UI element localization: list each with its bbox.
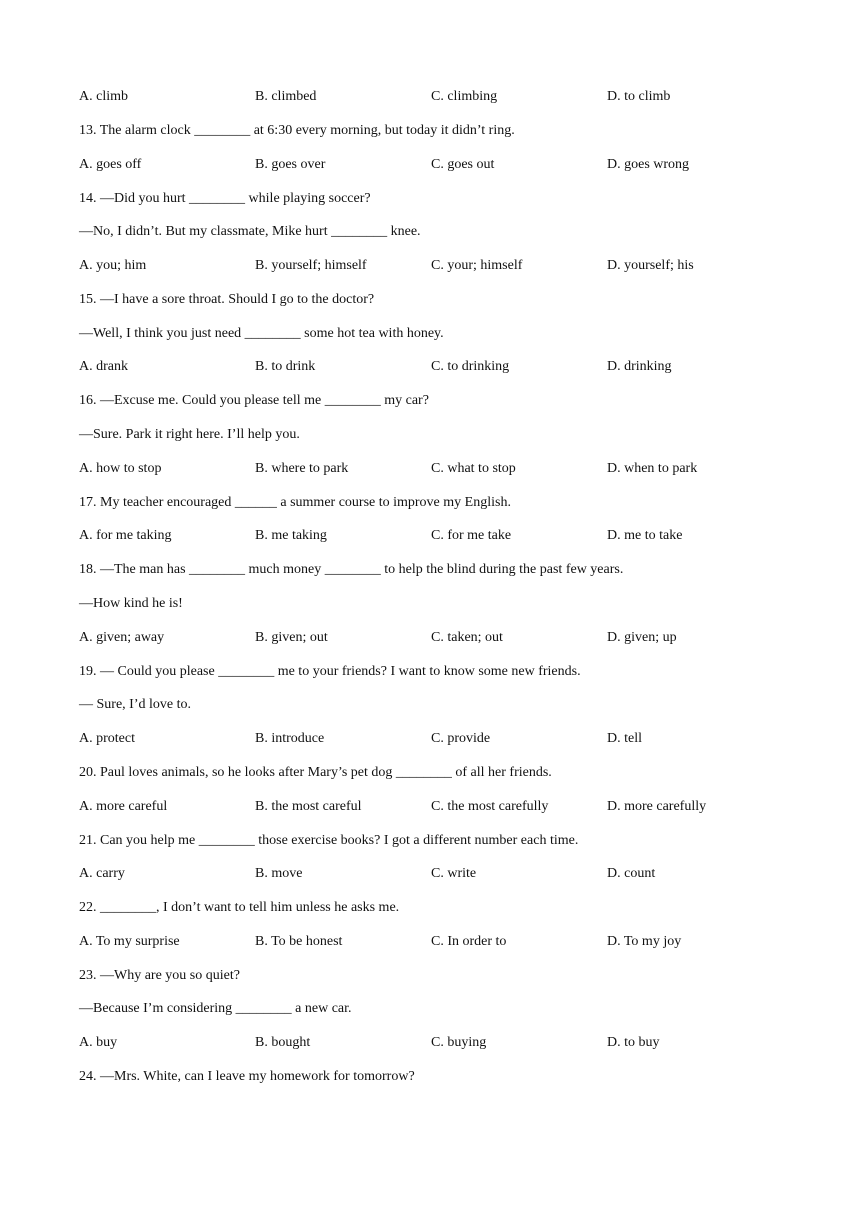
option-b: B. given; out xyxy=(255,630,328,645)
option-b: B. where to park xyxy=(255,461,349,476)
question-20: 20. Paul loves animals, so he looks after Mary’s pet dog ________ of all her friends. xyxy=(79,765,552,780)
option-c: C. the most carefully xyxy=(431,799,549,814)
option-d: D. goes wrong xyxy=(607,157,690,172)
option-b: B. to drink xyxy=(255,359,316,374)
option-a: A. carry xyxy=(79,866,125,881)
option-b: B. me taking xyxy=(255,528,327,543)
option-d: D. when to park xyxy=(607,461,698,476)
option-d: D. tell xyxy=(607,731,642,746)
option-b: B. climbed xyxy=(255,89,317,104)
question-14: 14. —Did you hurt ________ while playing soccer? xyxy=(79,191,371,206)
option-c: C. goes out xyxy=(431,157,495,172)
option-d: D. more carefully xyxy=(607,799,707,814)
question-18-reply: —How kind he is! xyxy=(79,596,183,611)
option-a: A. for me taking xyxy=(79,528,172,543)
question-15-reply: —Well, I think you just need ________ some hot tea with honey. xyxy=(79,326,444,341)
option-c: C. to drinking xyxy=(431,359,510,374)
option-d: D. yourself; his xyxy=(607,258,694,273)
option-a: A. To my surprise xyxy=(79,934,180,949)
option-d: D. given; up xyxy=(607,630,677,645)
option-d: D. To my joy xyxy=(607,934,682,949)
option-d: D. to climb xyxy=(607,89,671,104)
question-16: 16. —Excuse me. Could you please tell me ________ my car? xyxy=(79,393,429,408)
option-a: A. more careful xyxy=(79,799,168,814)
option-d: D. count xyxy=(607,866,656,881)
option-b: B. goes over xyxy=(255,157,326,172)
option-a: A. climb xyxy=(79,89,128,104)
option-a: A. goes off xyxy=(79,157,142,172)
question-17: 17. My teacher encouraged ______ a summer course to improve my English. xyxy=(79,495,511,510)
question-13: 13. The alarm clock ________ at 6:30 every morning, but today it didn’t ring. xyxy=(79,123,515,138)
option-b: B. the most careful xyxy=(255,799,362,814)
question-14-reply: —No, I didn’t. But my classmate, Mike hurt ________ knee. xyxy=(79,224,421,239)
option-c: C. buying xyxy=(431,1035,487,1050)
option-c: C. taken; out xyxy=(431,630,503,645)
option-d: D. drinking xyxy=(607,359,672,374)
option-a: A. how to stop xyxy=(79,461,162,476)
question-19: 19. — Could you please ________ me to your friends? I want to know some new friends. xyxy=(79,664,581,679)
option-a: A. you; him xyxy=(79,258,147,273)
option-c: C. what to stop xyxy=(431,461,516,476)
option-c: C. provide xyxy=(431,731,491,746)
option-b: B. move xyxy=(255,866,303,881)
option-c: C. your; himself xyxy=(431,258,523,273)
option-b: B. introduce xyxy=(255,731,325,746)
question-23-reply: —Because I’m considering ________ a new car. xyxy=(79,1001,352,1016)
option-a: A. buy xyxy=(79,1035,118,1050)
question-15: 15. —I have a sore throat. Should I go to the doctor? xyxy=(79,292,375,307)
option-b: B. bought xyxy=(255,1035,311,1050)
option-c: C. write xyxy=(431,866,477,881)
option-b: B. To be honest xyxy=(255,934,343,949)
option-a: A. drank xyxy=(79,359,128,374)
question-21: 21. Can you help me ________ those exercise books? I got a different number each time. xyxy=(79,833,579,848)
option-c: C. In order to xyxy=(431,934,507,949)
option-c: C. for me take xyxy=(431,528,512,543)
question-18: 18. —The man has ________ much money ________ to help the blind during the past few years. xyxy=(79,562,624,577)
option-a: A. given; away xyxy=(79,630,165,645)
question-22: 22. ________, I don’t want to tell him unless he asks me. xyxy=(79,900,400,915)
question-16-reply: —Sure. Park it right here. I’ll help you. xyxy=(79,427,300,442)
option-d: D. me to take xyxy=(607,528,683,543)
question-23: 23. —Why are you so quiet? xyxy=(79,968,240,983)
option-a: A. protect xyxy=(79,731,135,746)
option-b: B. yourself; himself xyxy=(255,258,367,273)
question-24: 24. —Mrs. White, can I leave my homework for tomorrow? xyxy=(79,1069,415,1084)
option-d: D. to buy xyxy=(607,1035,660,1050)
option-c: C. climbing xyxy=(431,89,498,104)
question-19-reply: — Sure, I’d love to. xyxy=(79,697,191,712)
